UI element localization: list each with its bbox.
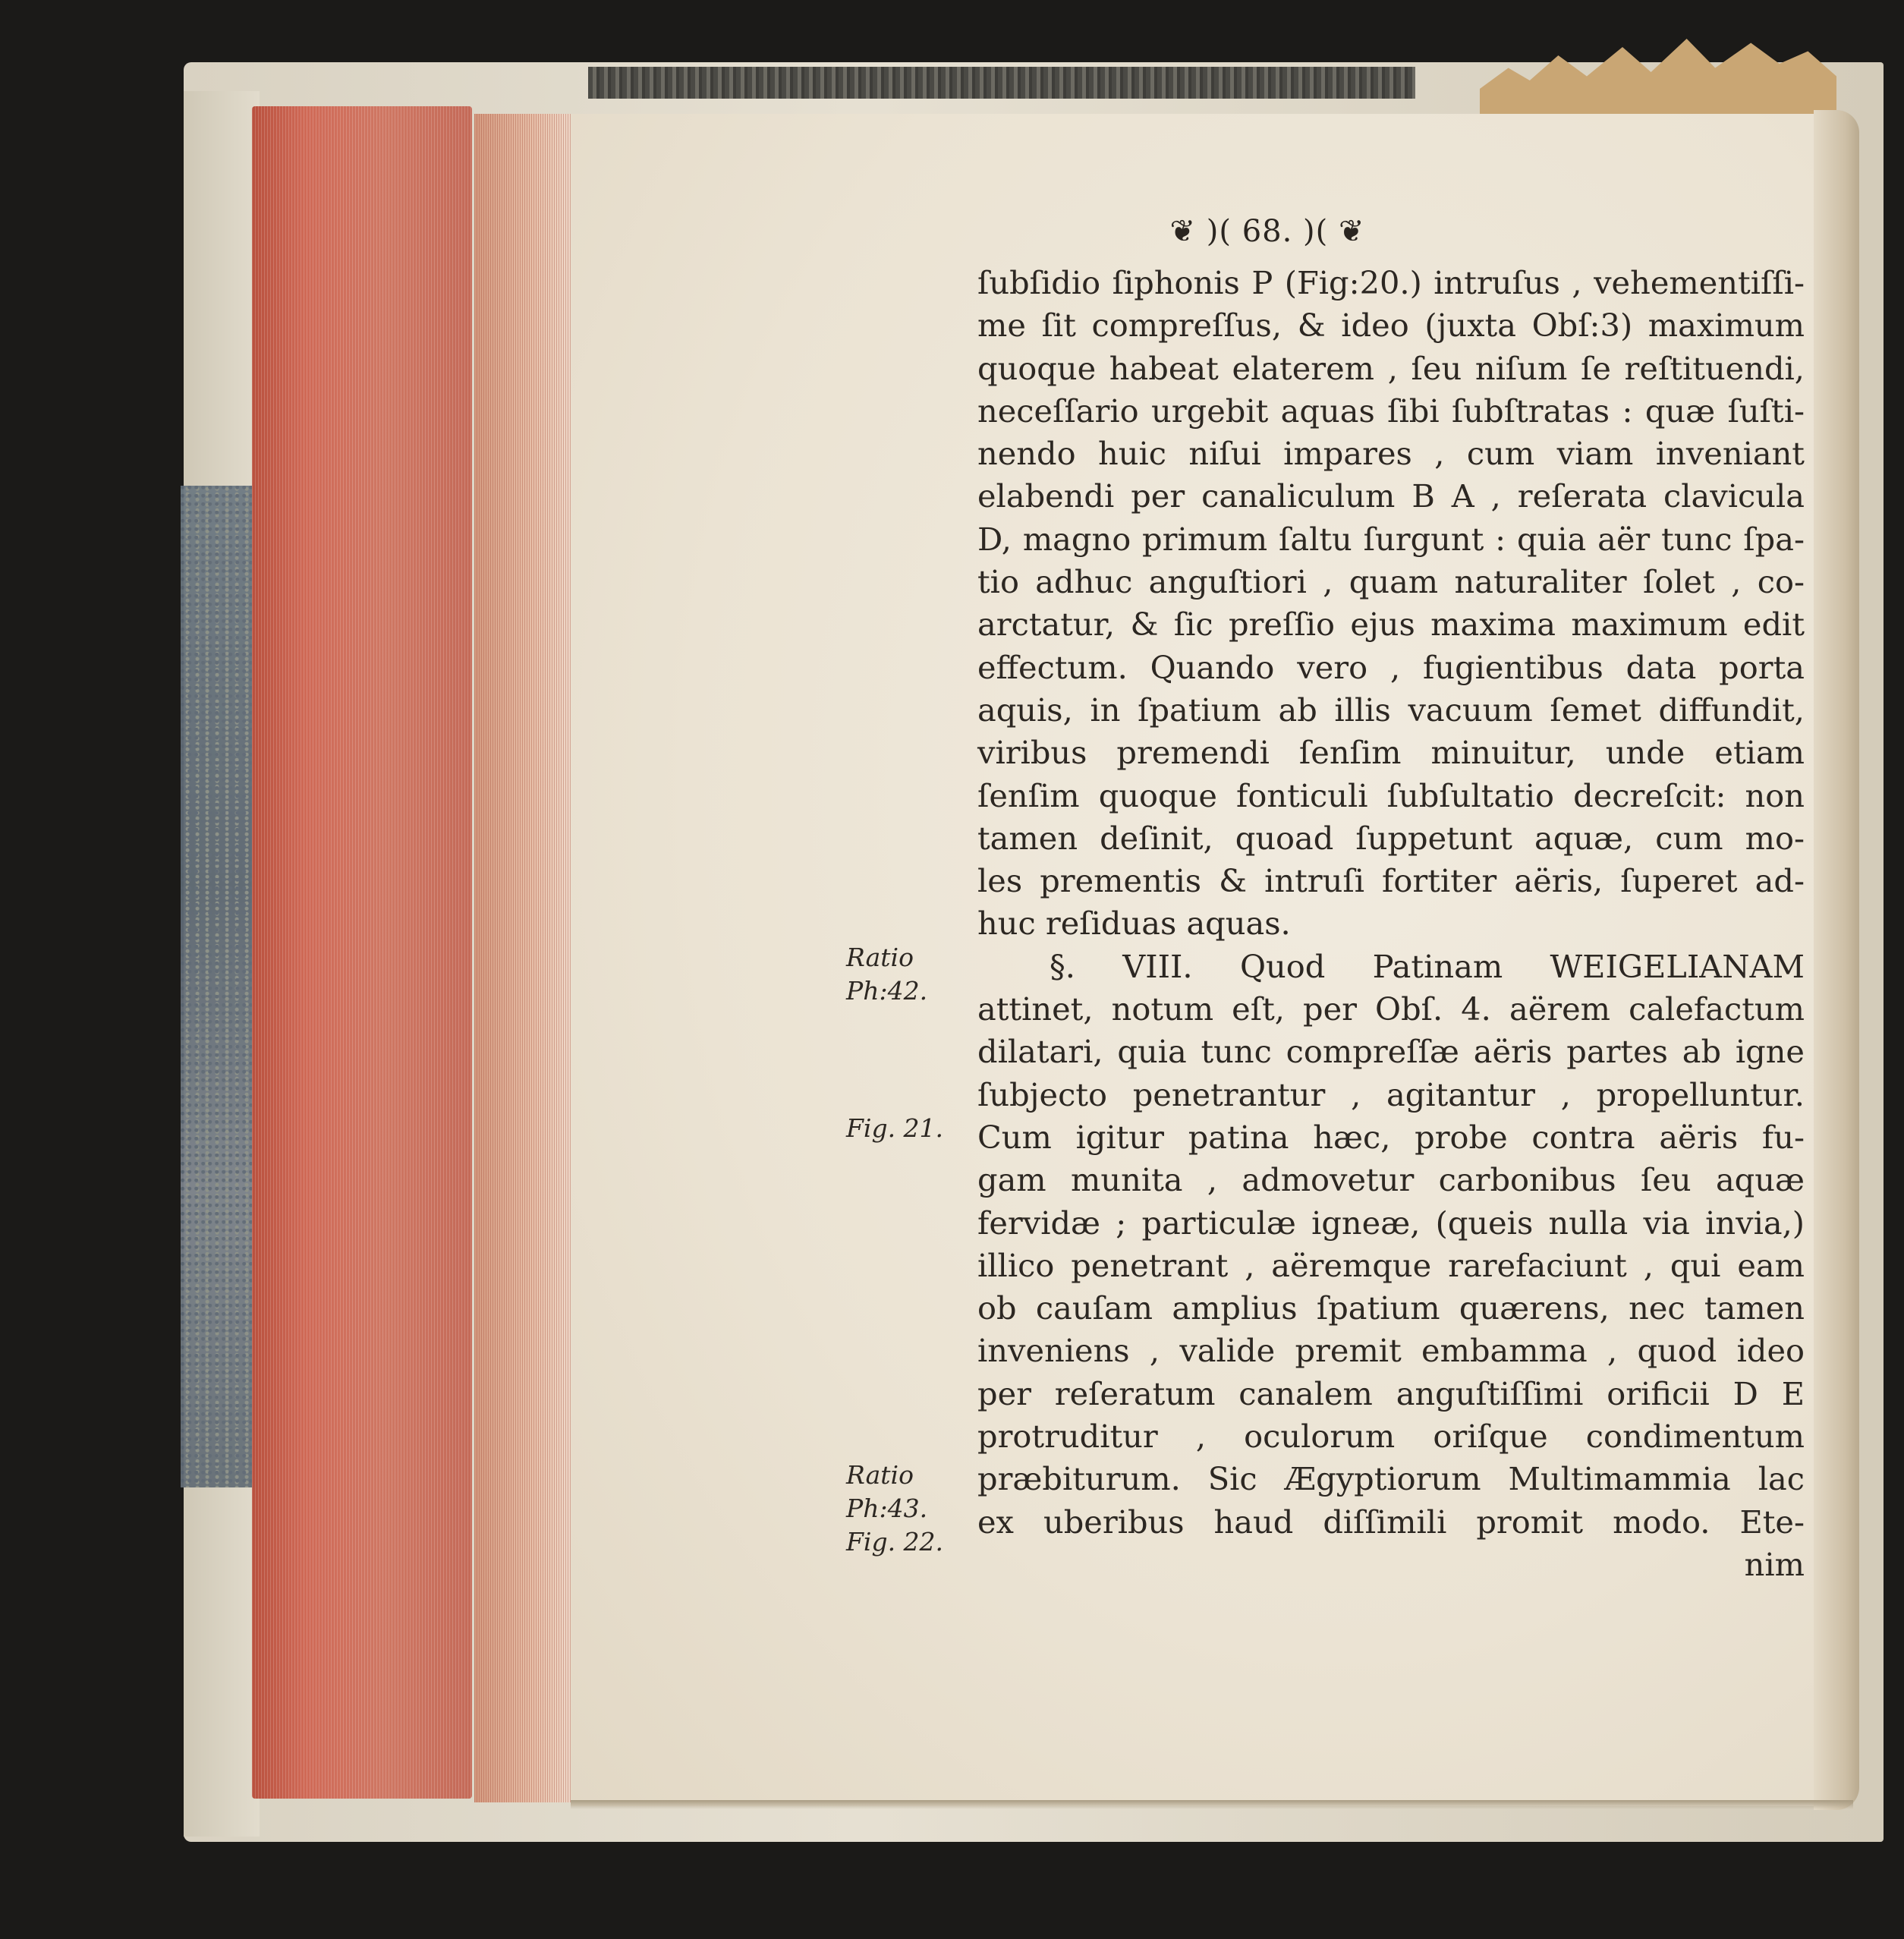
text-line: per reſeratum canalem anguſtiſſimi orificii D E xyxy=(977,1374,1805,1412)
text-line: ſubjecto penetrantur , agitantur , propelluntur. xyxy=(977,1075,1805,1113)
page-bottom-shadow xyxy=(571,1800,1853,1809)
text-line: les prementis & intruſi fortiter aëris, ſuperet ad- xyxy=(977,862,1805,900)
margin-note: Ratio xyxy=(846,1460,914,1490)
text-line: arctatur, & ſic preſſio ejus maxima maximum edit xyxy=(977,606,1805,644)
text-line: ex uberibus haud diſſimili promit modo. Ete- xyxy=(977,1503,1805,1541)
text-line: ſenſim quoque fonticuli ſubſultatio decreſcit: non xyxy=(977,776,1805,814)
text-line: aquis, in ſpatium ab illis vacuum ſemet diffundit, xyxy=(977,691,1805,729)
text-line: tio adhuc anguſtiori , quam naturaliter ſolet , co- xyxy=(977,563,1805,601)
text-line: Cum igitur patina hæc, probe contra aëris fu- xyxy=(977,1118,1805,1156)
text-line: fervidæ ; particulæ igneæ, (queis nulla via invia,) xyxy=(977,1204,1805,1242)
text-line: elabendi per canaliculum B A , reſerata clavicula xyxy=(977,477,1805,515)
text-line: gam munita , admovetur carbonibus ſeu aquæ xyxy=(977,1161,1805,1199)
text-line: effectum. Quando vero , fugientibus data porta xyxy=(977,648,1805,686)
text-line: attinet, notum eſt, per Obſ. 4. aërem calefactum xyxy=(977,990,1805,1028)
margin-note: Ratio xyxy=(846,943,914,972)
text-line: nendo huic niſui impares , cum viam inveniant xyxy=(977,435,1805,473)
text-line: me ſit compreſſus, & ideo (juxta Obſ:3) maximum xyxy=(977,307,1805,345)
marbled-endpaper xyxy=(181,486,256,1487)
binding-top-strip xyxy=(588,67,1415,99)
text-line: D, magno primum ſaltu ſurgunt : quia aër tunc ſpa- xyxy=(977,520,1805,558)
text-line: illico penetrant , aëremque rarefaciunt , qui eam xyxy=(977,1246,1805,1284)
margin-note: Ph:43. xyxy=(846,1494,928,1523)
margin-notes xyxy=(846,941,975,1594)
text-line: protruditur , oculorum oriſque condimentum xyxy=(977,1418,1805,1456)
catchword: nim xyxy=(1744,1545,1805,1583)
margin-note: Ph:42. xyxy=(846,976,928,1006)
text-line: dilatari, quia tunc compreſſæ aëris partes ab igne xyxy=(977,1033,1805,1071)
text-line: præbiturum. Sic Ægyptiorum Multimammia lac xyxy=(977,1460,1805,1498)
margin-note: Fig. 22. xyxy=(846,1527,944,1557)
red-fore-edge xyxy=(252,106,472,1799)
text-line: tamen deſinit, quoad ſuppetunt aquæ, cum mo- xyxy=(977,819,1805,857)
page-header: ❦ )( 68. )( ❦ xyxy=(1169,214,1365,249)
text-line: ſubſidio ſiphonis P (Fig:20.) intruſus , vehementiſſi- xyxy=(977,264,1805,301)
body-text xyxy=(977,262,1805,1586)
page-block-edge xyxy=(474,114,571,1802)
page-curl xyxy=(1814,110,1859,1810)
text-line: viribus premendi ſenſim minuitur, unde etiam xyxy=(977,734,1805,772)
text-line: ob cauſam amplius ſpatium quærens, nec tamen xyxy=(977,1289,1805,1327)
text-line: neceſſario urgebit aquas ſibi ſubſtratas : quæ ſuſti- xyxy=(977,392,1805,430)
text-line: inveniens , valide premit embamma , quod ideo xyxy=(977,1332,1805,1370)
margin-note: Fig. 21. xyxy=(846,1113,944,1143)
text-line: quoque habeat elaterem , ſeu niſum ſe reſtituendi, xyxy=(977,349,1805,387)
section-heading-line: §. VIII. Quod Patinam WEIGELIANAM xyxy=(1050,947,1805,985)
text-line: huc reſiduas aquas. xyxy=(977,905,1291,943)
